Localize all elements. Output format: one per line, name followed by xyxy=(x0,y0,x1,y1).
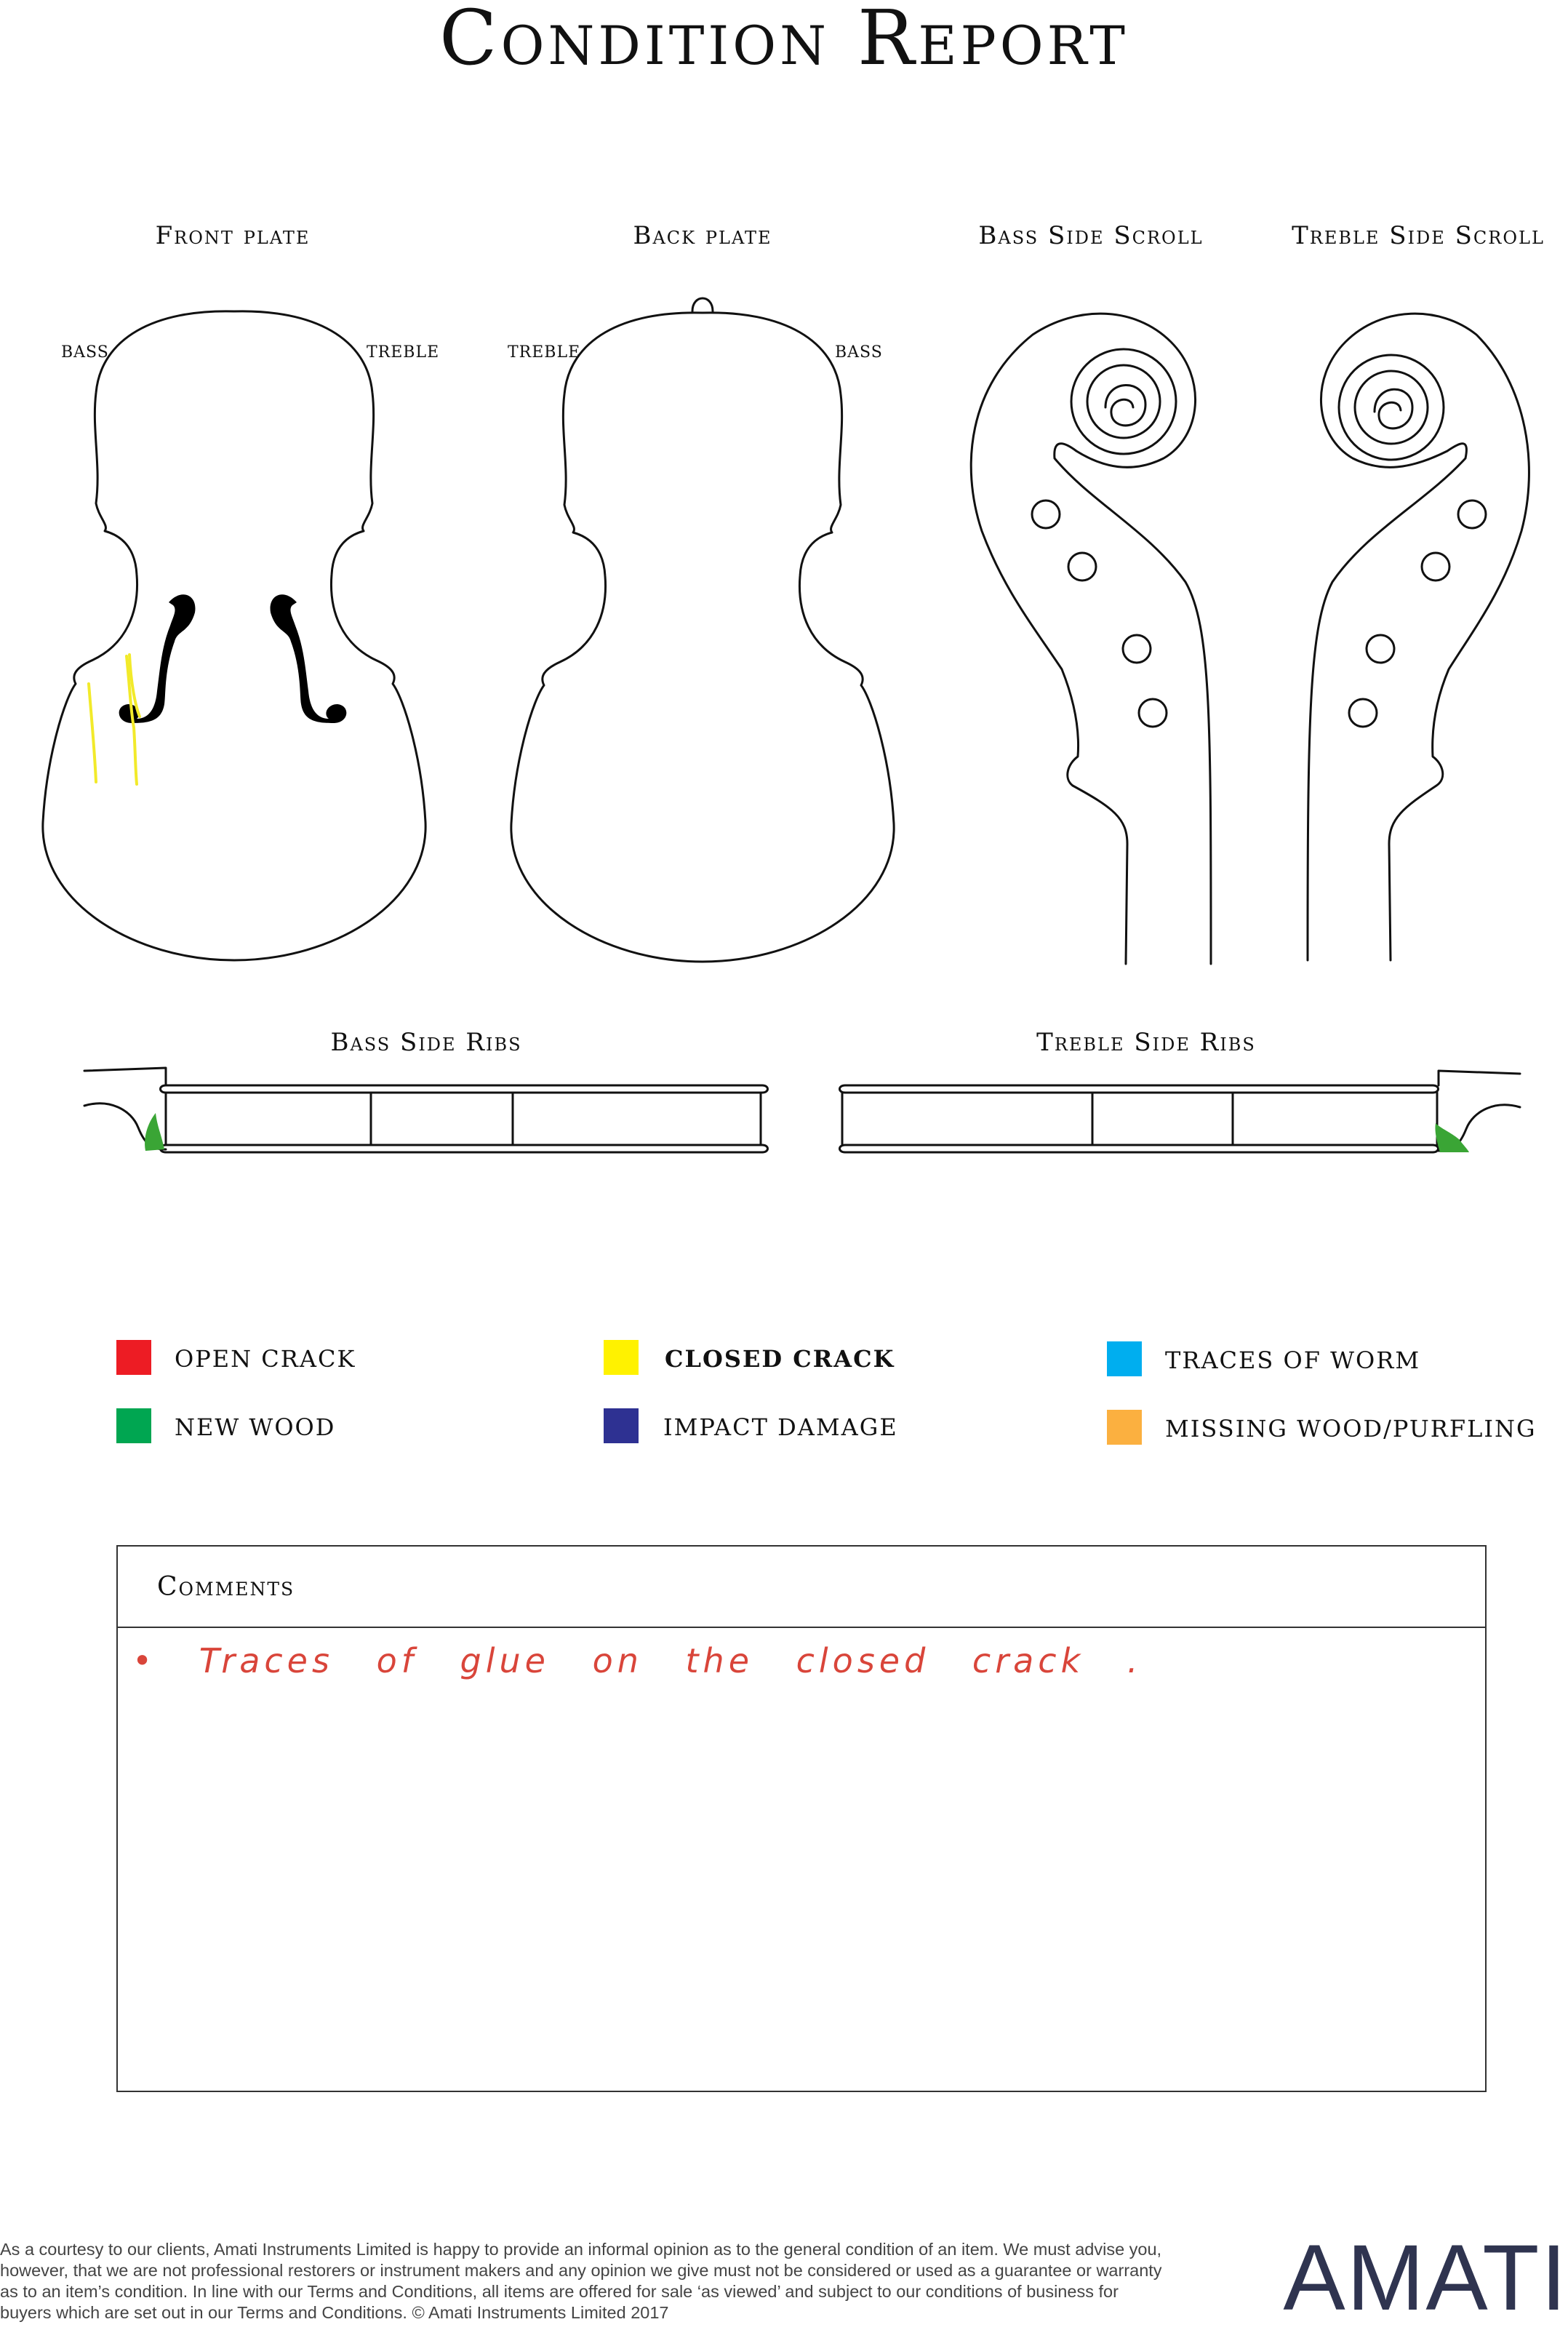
treble-scroll-outline xyxy=(1308,314,1529,960)
amati-logo: AMATI xyxy=(1283,2226,1568,2330)
comments-title: Comments xyxy=(157,1571,295,1602)
back-bass-label: BASS xyxy=(835,343,883,362)
page-title: Condition Report xyxy=(439,0,1129,82)
legend-label-missing-wood: MISSING WOOD/PURFLING xyxy=(1165,1415,1537,1443)
legend-label-new-wood: NEW WOOD xyxy=(175,1413,336,1441)
bass-side-scroll-label: Bass Side Scroll xyxy=(978,221,1204,250)
new-wood-markings xyxy=(145,1113,1469,1152)
back-plate-label: Back plate xyxy=(633,221,772,250)
handwritten-comment: • Traces of glue on the closed crack . xyxy=(132,1641,1143,1680)
front-plate-label: Front plate xyxy=(155,221,311,250)
treble-side-ribs-label: Treble Side Ribs xyxy=(1036,1028,1256,1057)
legend-swatch-traces-of-worm xyxy=(1107,1341,1142,1376)
legend-label-closed-crack: CLOSED CRACK xyxy=(665,1345,895,1373)
f-holes xyxy=(119,594,347,723)
closed-crack-markings xyxy=(89,655,140,784)
legend-swatch-new-wood xyxy=(116,1408,151,1443)
back-button xyxy=(692,298,713,311)
front-plate-outline xyxy=(43,311,425,960)
back-plate-outline xyxy=(511,313,894,962)
front-treble-label: TREBLE xyxy=(367,343,440,362)
legend-label-impact-damage: IMPACT DAMAGE xyxy=(663,1413,898,1441)
legend-swatch-missing-wood xyxy=(1107,1410,1142,1445)
bass-side-ribs xyxy=(84,1068,768,1152)
legend-swatch-closed-crack xyxy=(604,1340,639,1375)
treble-side-ribs xyxy=(840,1071,1521,1152)
legend-label-open-crack: OPEN CRACK xyxy=(175,1345,356,1373)
comments-box xyxy=(116,1545,1487,2092)
disclaimer-text: As a courtesy to our clients, Amati Instruments Limited is happy to provide an informal opinion as to the general condition of an item. We must advise you, however, that we are not professional restorers or instrument makers and any opinion we give must not be considered or used as a guarantee or warranty as to an item’s condition. In line with our Terms and Conditions, all items are offered for sale ‘as viewed’ and subject to our conditions of business for buyers which are set out in our Terms and Conditions. © Amati Instruments Limited 2017 xyxy=(0,2240,1162,2322)
bass-side-ribs-label: Bass Side Ribs xyxy=(330,1028,522,1057)
front-bass-label: BASS xyxy=(61,343,109,362)
legend-label-traces-of-worm: TRACES OF WORM xyxy=(1165,1346,1421,1374)
comments-header xyxy=(118,1547,1485,1628)
legend-swatch-open-crack xyxy=(116,1340,151,1375)
treble-side-scroll-label: Treble Side Scroll xyxy=(1292,221,1545,250)
legend-swatch-impact-damage xyxy=(604,1408,639,1443)
back-treble-label: TREBLE xyxy=(508,343,581,362)
